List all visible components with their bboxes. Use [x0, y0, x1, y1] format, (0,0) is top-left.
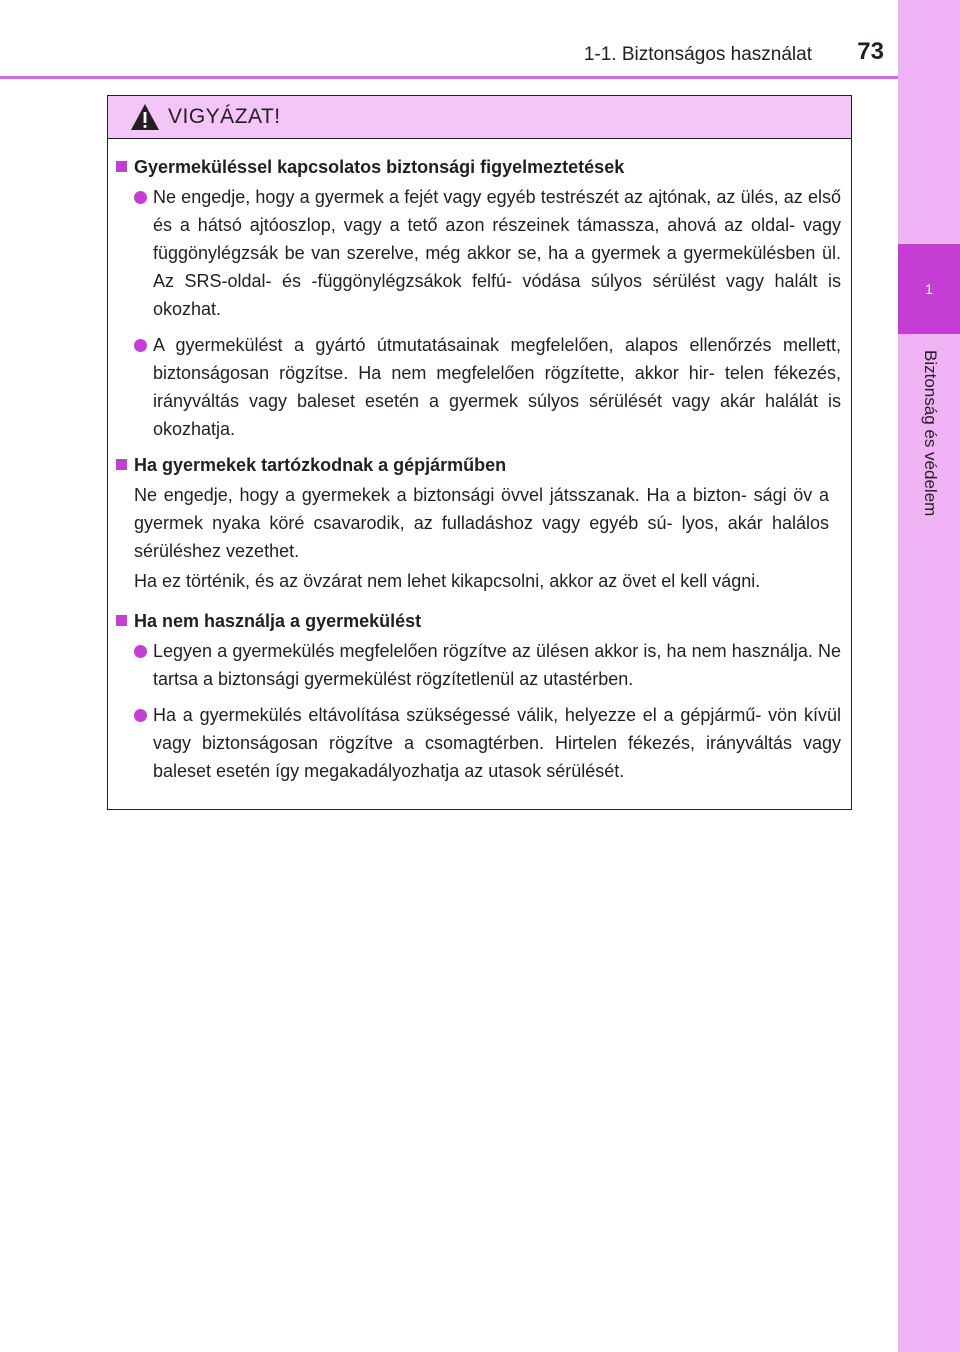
- bullet-text: Legyen a gyermekülés megfelelően rögzítve az ülésen akkor is, ha nem használja. Ne tartsa a biztonsági gyermekülést rögzítetlenül az utastérben.: [153, 641, 841, 689]
- section-title: 1-1. Biztonságos használat: [583, 44, 812, 65]
- list-item: [134, 331, 841, 443]
- warning-box: [107, 95, 852, 810]
- paragraph: Ha ez történik, és az övzárat nem lehet kikapcsolni, akkor az övet el kell vágni.: [134, 571, 761, 591]
- paragraph: Ne engedje, hogy a gyermekek a biztonsági övvel játsszanak. Ha a bizton- sági öv a gyermek nyaka köré csavarodik, az fulladáshoz vagy egyéb sú- lyos, akár halálos sérüléshez vezethet.: [134, 485, 829, 561]
- chapter-number: 1: [925, 281, 933, 297]
- page-number: 73: [857, 38, 884, 65]
- warning-title: VIGYÁZAT!: [168, 105, 281, 128]
- section-heading: [114, 607, 841, 635]
- dot-bullet-icon: [134, 709, 147, 722]
- warning-triangle-icon: [130, 103, 160, 131]
- header-divider: [0, 76, 898, 79]
- list-item: [134, 637, 841, 693]
- dot-bullet-icon: [134, 191, 147, 204]
- square-bullet-icon: [116, 459, 127, 470]
- bullet-text: A gyermekülést a gyártó útmutatásainak megfelelően, alapos ellenőrzés mellett, biztonságosan rögzítse. Ha nem megfelelően rögzítette, akkor hir- telen fékezés, irányváltás vagy baleset esetén a gyermek súlyos sérülését vagy akár halálát is okozhatja.: [153, 335, 841, 439]
- square-bullet-icon: [116, 615, 127, 626]
- section-heading: [114, 451, 841, 479]
- chapter-side-tab: [898, 0, 960, 1352]
- section-children-in-vehicle: [114, 451, 841, 595]
- chapter-number-box: [898, 244, 960, 334]
- bullet-text: Ne engedje, hogy a gyermek a fejét vagy egyéb testrészét az ajtónak, az ülés, az első és a hátsó ajtóoszlop, vagy a tető azon részeinek támassza, ahová az oldal- vagy függönylégzsák be van szerelve, még akkor se, ha a gyermek a gyermekülésben ül. Az SRS-oldal- és -függönylégzsákok felfú- vódása súlyos sérülést vagy halált is okozhat.: [153, 187, 841, 319]
- list-item: [134, 183, 841, 323]
- section-heading: [114, 153, 841, 181]
- bullet-text: Ha a gyermekülés eltávolítása szükségessé válik, helyezze el a gépjármű- vön kívül vagy biztonságosan rögzítve a csomagtérben. Hirtelen fékezés, irányváltás vagy baleset esetén így megakadályozhatja az utasok sérülését.: [153, 705, 841, 781]
- list-item: [134, 701, 841, 785]
- square-bullet-icon: [116, 161, 127, 172]
- section-heading-text: Ha nem használja a gyermekülést: [134, 611, 422, 631]
- dot-bullet-icon: [134, 339, 147, 352]
- warning-header: [108, 96, 851, 139]
- dot-bullet-icon: [134, 645, 147, 658]
- section-heading-text: Gyermeküléssel kapcsolatos biztonsági figyelmeztetések: [134, 157, 625, 177]
- section-child-seat-safety: [114, 153, 841, 443]
- chapter-title: Biztonság és védelem: [921, 350, 940, 517]
- section-heading-text: Ha gyermekek tartózkodnak a gépjárműben: [134, 455, 507, 475]
- section-seat-not-in-use: [114, 607, 841, 785]
- warning-body: [108, 139, 851, 785]
